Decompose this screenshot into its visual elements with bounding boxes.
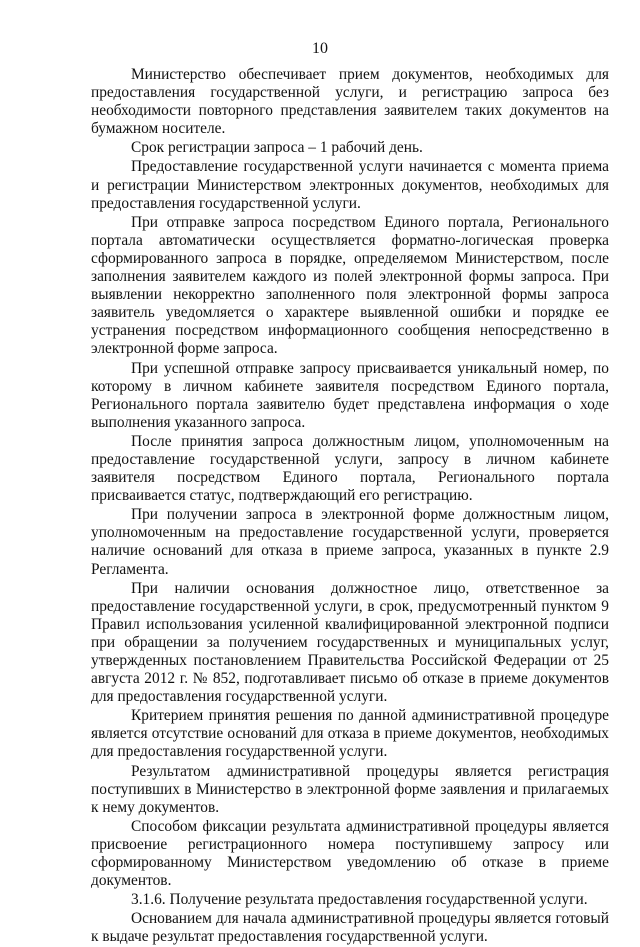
paragraph: При наличии основания должностное лицо, ответственное за предоставление государственной услуги, в срок, предусмотренный пунктом 9 Правил использования усиленной квалифицированной электронной подписи при обращении за получением государственных и муниципальных услуг, утвержденных постановлением Правительства Российской Федерации от 25 августа 2012 г. № 852, подготавливает письмо об отказе в приеме документов для предоставления государственной услуги. (91, 579, 609, 706)
paragraph: При получении запроса в электронной форме должностным лицом, уполномоченным на предоставление государственной услуги, проверяется наличие оснований для отказа в приеме запроса, указанных в пункте 2.9 Регламента. (91, 506, 609, 578)
paragraph: Предоставление государственной услуги начинается с момента приема и регистрации Министерством электронных документов, необходимых для предоставления государственной услуги. (91, 158, 609, 212)
paragraph: Способом фиксации результата административной процедуры является присвоение регистрационного номера поступившему запросу или сформированному Министерством уведомлению об отказе в приеме документов. (91, 817, 609, 890)
paragraph: Срок регистрации запроса – 1 рабочий день. (131, 139, 423, 157)
paragraph: Критерием принятия решения по данной административной процедуре является отсутствие оснований для отказа в приеме документов, необходимых для предоставления государственной услуги. (91, 707, 609, 761)
document-body (91, 66, 609, 947)
paragraph: Основанием для начала административной процедуры является готовый к выдаче результат предоставления государственной услуги. (91, 910, 609, 946)
page-number: 10 (312, 40, 328, 57)
paragraph: При отправке запроса посредством Единого портала, Регионального портала автоматически осуществляется форматно-логическая проверка сформированного запроса в порядке, определяемом Министерством, после заполнения заявителем каждого из полей электронной формы запроса. При выявлении некорректно заполненного поля электронной формы запроса заявитель уведомляется о характере выявленной ошибки и порядке ее устранения посредством информационного сообщения непосредственно в электронной форме запроса. (91, 213, 609, 358)
paragraph: После принятия запроса должностным лицом, уполномоченным на предоставление государственной услуги, запросу в личном кабинете заявителя посредством Единого портала, Регионального портала присваивается статус, подтверждающий его регистрацию. (91, 432, 609, 505)
section-heading: 3.1.6. Получение результата предоставления государственной услуги. (131, 891, 588, 909)
paragraph: Министерство обеспечивает прием документов, необходимых для предоставления государственной услуги, и регистрацию запроса без необходимости повторного представления заявителем таких документов на бумажном носителе. (91, 66, 609, 138)
paragraph: Результатом административной процедуры является регистрация поступивших в Министерство в электронной форме заявления и прилагаемых к нему документов. (91, 762, 609, 816)
paragraph: При успешной отправке запросу присваивается уникальный номер, по которому в личном кабинете заявителя посредством Единого портала, Регионального портала заявителю будет представлена информация о ходе выполнения указанного запроса. (91, 359, 609, 431)
